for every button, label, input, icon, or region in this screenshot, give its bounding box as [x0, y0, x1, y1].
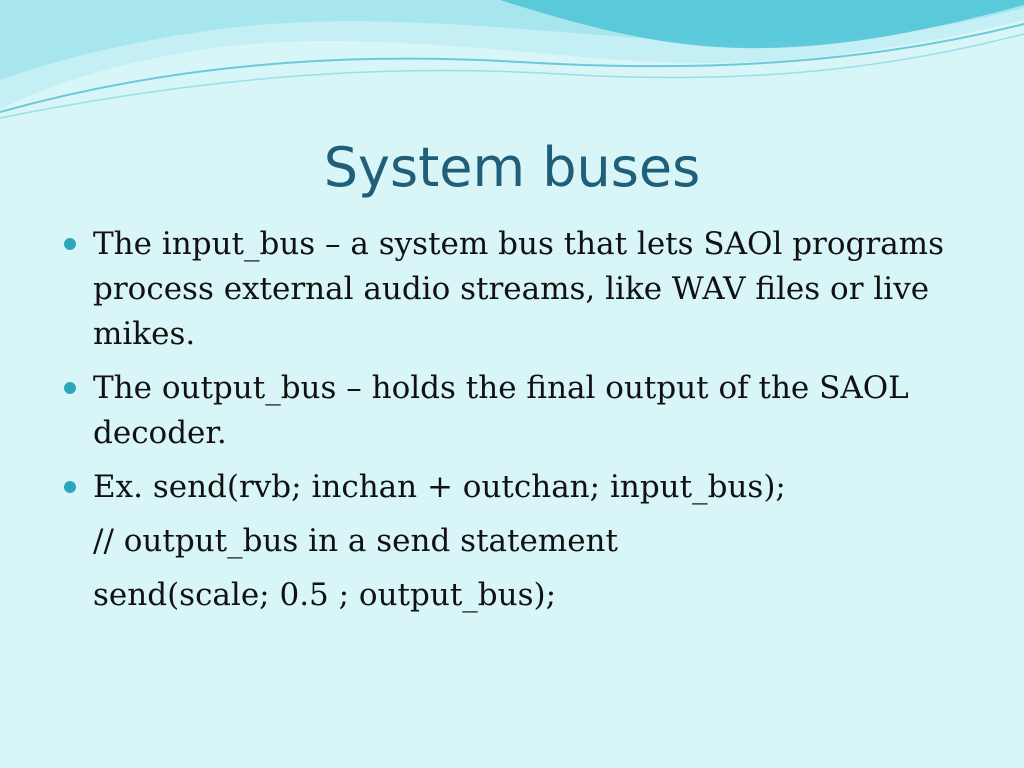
bullet-item	[62, 465, 962, 510]
bullet-dot-icon	[64, 382, 76, 394]
wave-decoration	[0, 0, 1024, 130]
slide-title: System buses	[323, 136, 701, 199]
code-line: // output_bus in a send statement	[93, 523, 618, 559]
bullet-text: Ex. send(rvb; inchan + outchan; input_bus);	[93, 469, 786, 505]
bullet-item	[62, 366, 962, 456]
bullet-item	[62, 222, 962, 357]
code-line: send(scale; 0.5 ; output_bus);	[93, 577, 557, 613]
bullet-dot-icon	[64, 481, 76, 493]
slide-body	[62, 222, 962, 618]
bullet-text: The output_bus – holds the final output of the SAOL decoder.	[93, 370, 909, 451]
bullet-text: The input_bus – a system bus that lets SAOl programs process external audio streams, like WAV files or live mikes.	[93, 226, 944, 352]
bullet-dot-icon	[64, 238, 76, 250]
